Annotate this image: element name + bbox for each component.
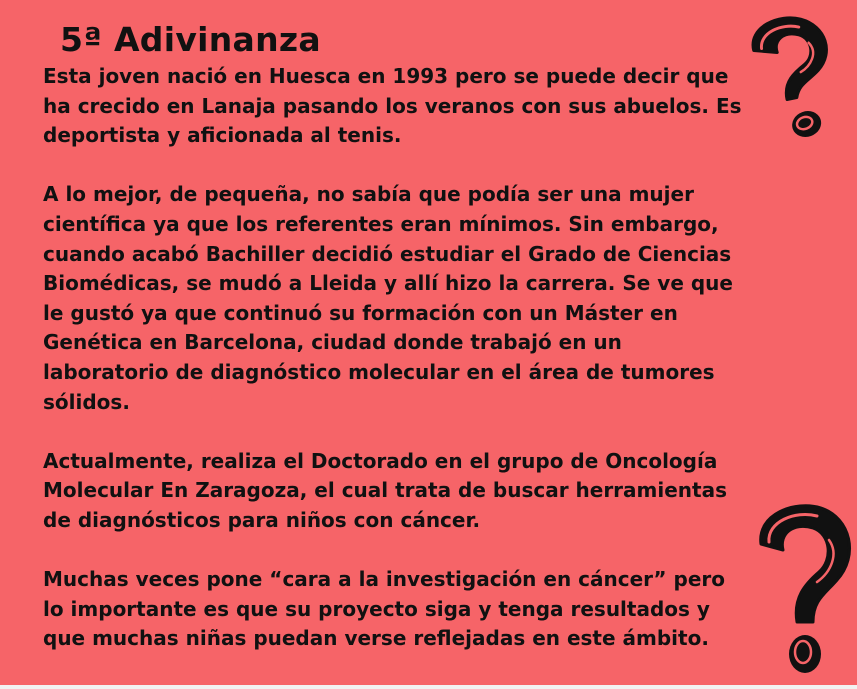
text-line: Biomédicas, se mudó a Lleida y allí hizo la carrera. Se ve que — [43, 271, 733, 296]
text-line: Muchas veces pone “cara a la investigación en cáncer” pero — [43, 567, 725, 592]
text-line: le gustó ya que continuó su formación con un Máster en — [43, 300, 678, 325]
paragraph-4 — [43, 565, 751, 654]
text-line: Molecular En Zaragoza, el cual trata de buscar herramientas — [43, 478, 728, 503]
text-line: laboratorio de diagnóstico molecular en el área de tumores — [43, 359, 715, 384]
text-line: Genética en Barcelona, ciudad donde trabajó en un — [43, 330, 622, 355]
text-line: cuando acabó Bachiller decidió estudiar el Grado de Ciencias — [43, 241, 732, 266]
text-line: que muchas niñas puedan verse reflejadas en este ámbito. — [43, 626, 709, 651]
text-line: de diagnósticos para niños con cáncer. — [43, 507, 481, 532]
paragraph-1 — [43, 62, 751, 151]
text-line: deportista y aficionada al tenis. — [43, 123, 402, 148]
text-line: Esta joven nació en Huesca en 1993 pero se puede decir que — [43, 64, 729, 88]
text-line: sólidos. — [43, 389, 130, 414]
text-line: lo importante es que su proyecto siga y tenga resultados y — [43, 596, 710, 621]
page-title: 5ª Adivinanza — [60, 20, 321, 59]
text-line: ha crecido en Lanaja pasando los veranos con sus abuelos. Es — [43, 93, 742, 118]
paragraph-3 — [43, 447, 751, 536]
text-line: A lo mejor, de pequeña, no sabía que podía ser una mujer — [43, 182, 694, 207]
bottom-divider — [0, 685, 857, 689]
paragraph-2 — [43, 180, 751, 417]
text-line: científica ya que los referentes eran mínimos. Sin embargo, — [43, 211, 719, 236]
text-line: Actualmente, realiza el Doctorado en el grupo de Oncología — [43, 448, 718, 473]
riddle-body — [43, 62, 751, 683]
question-mark-icon — [755, 500, 857, 680]
question-mark-icon — [740, 12, 838, 142]
